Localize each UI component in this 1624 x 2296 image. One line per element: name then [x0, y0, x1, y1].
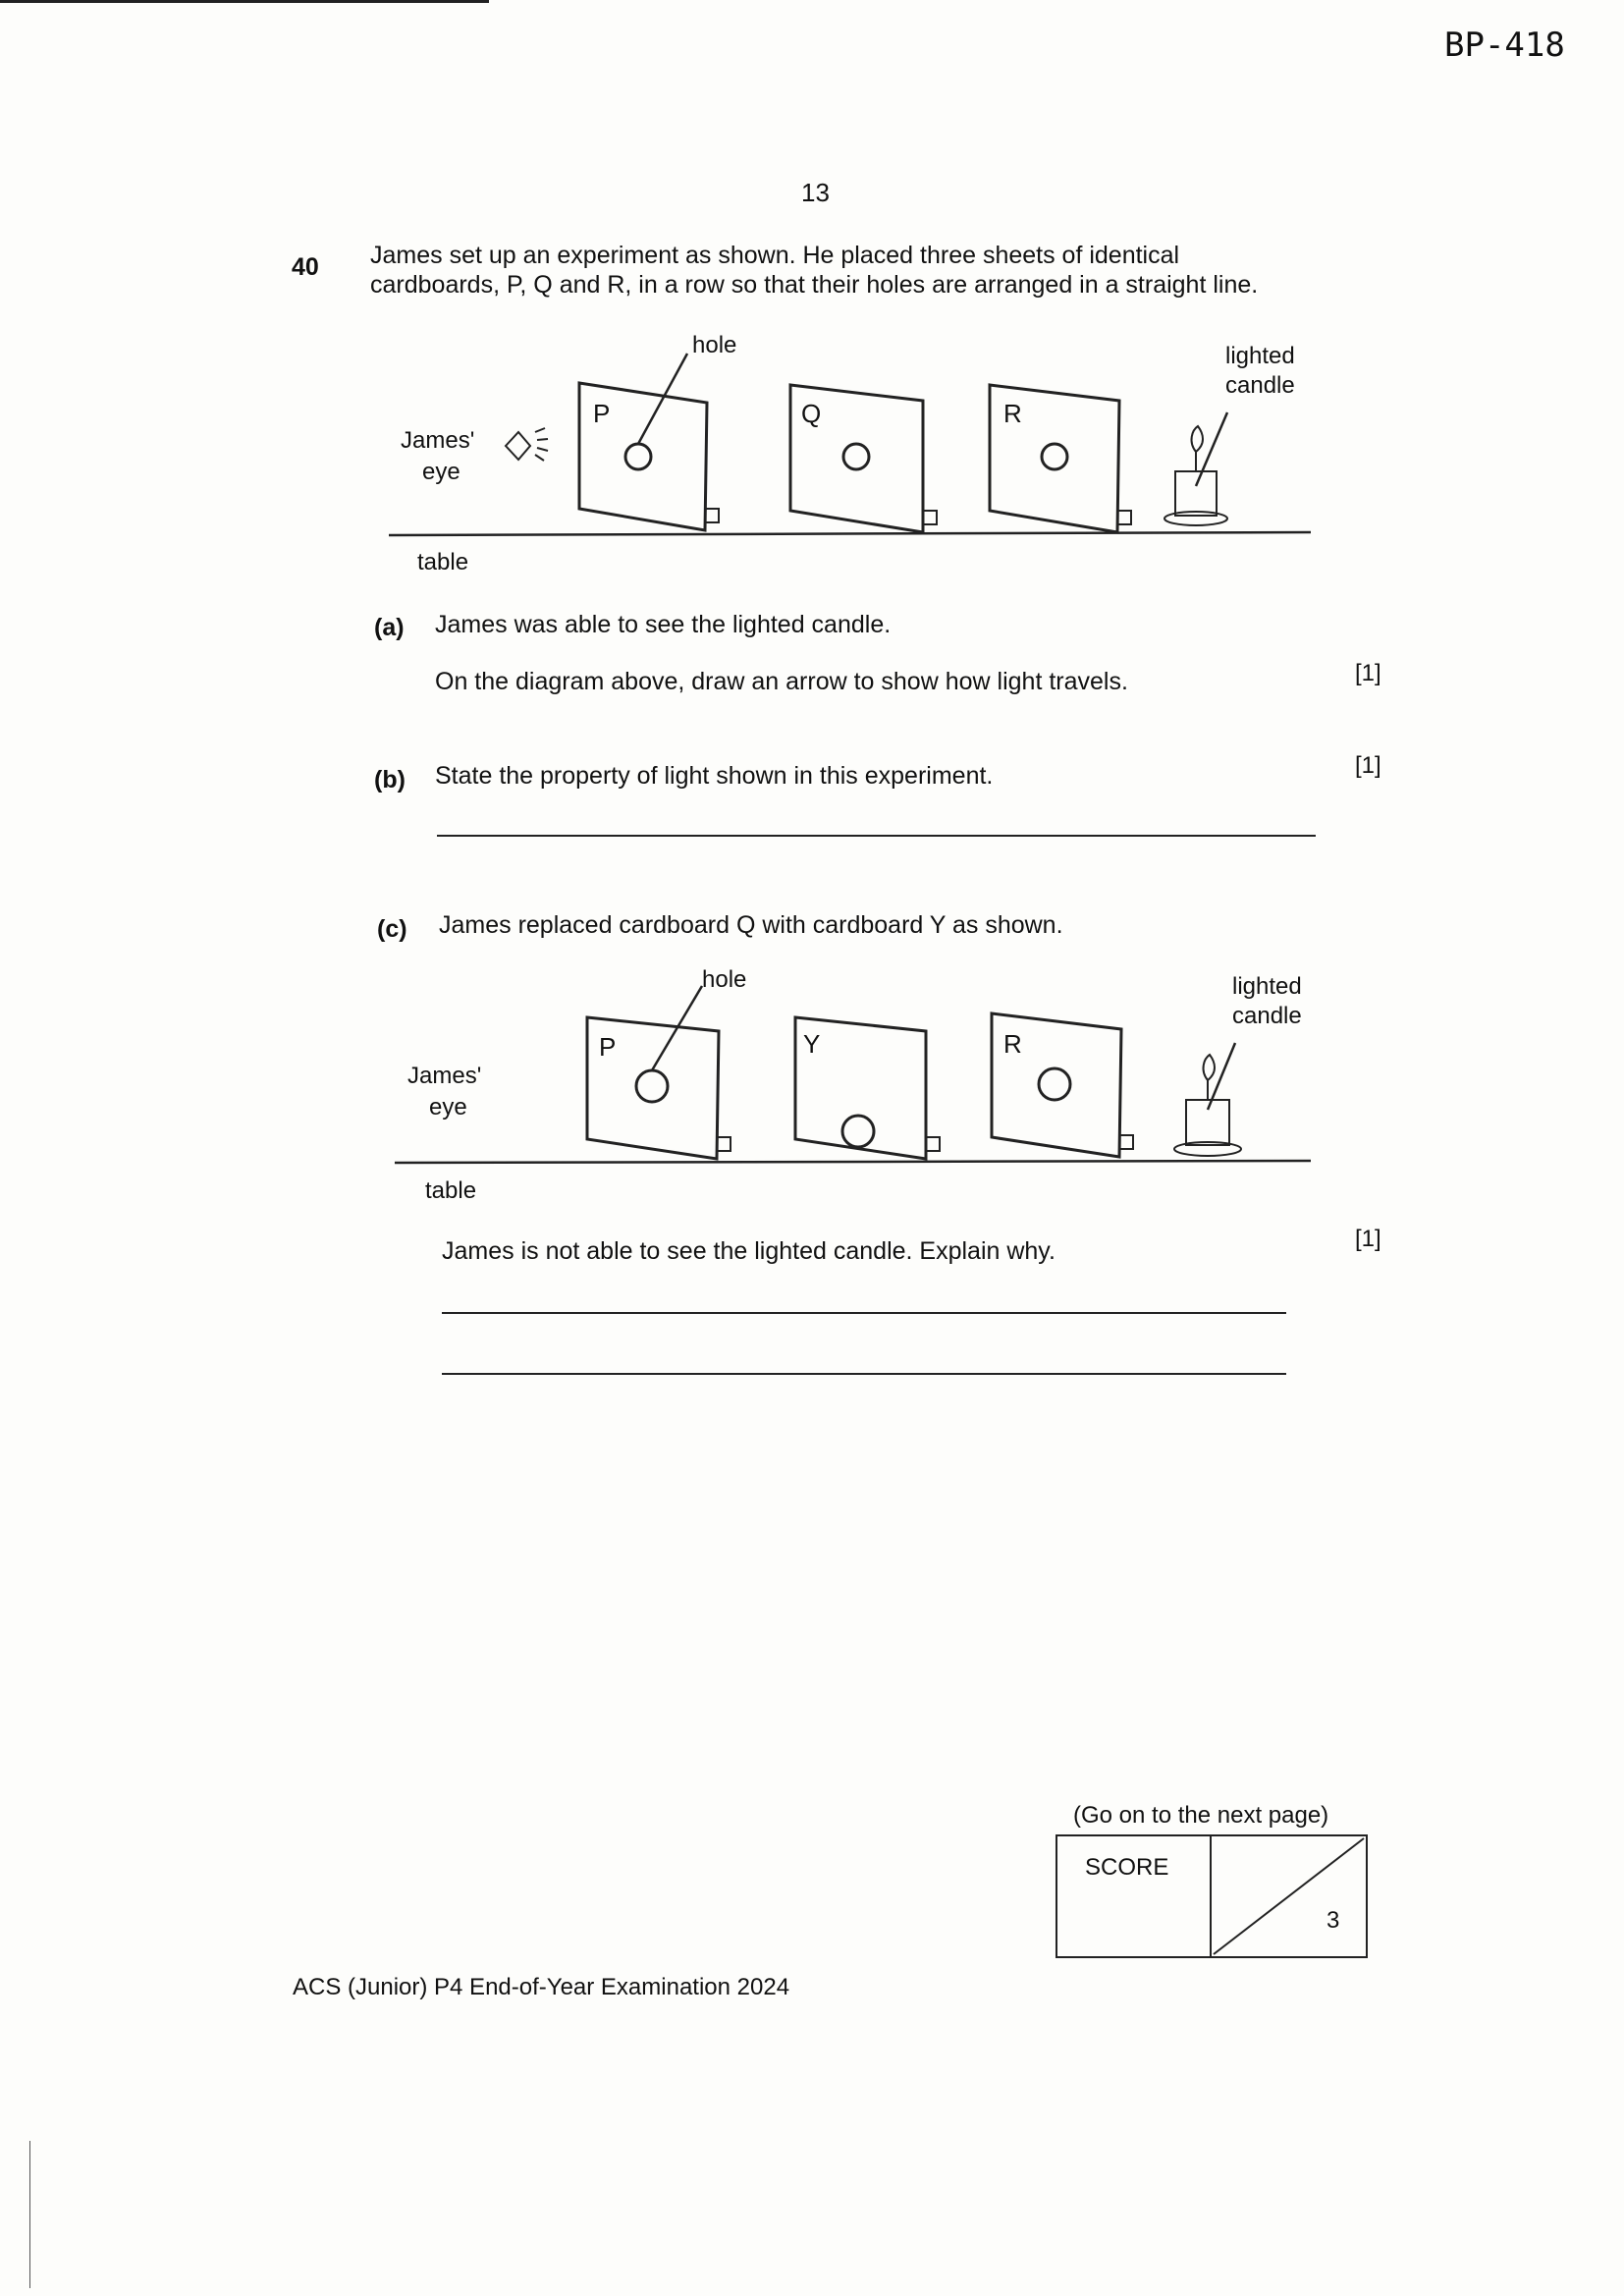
question-number: 40 [292, 253, 319, 281]
candle-label-1: lighted [1225, 343, 1295, 369]
hole-label: hole [692, 332, 737, 358]
eye-label-2b: eye [429, 1094, 467, 1121]
score-label: SCORE [1085, 1854, 1169, 1881]
part-b-label: (b) [374, 766, 406, 793]
part-c-text: James replaced cardboard Q with cardboard Y as shown. [439, 911, 1063, 939]
scan-margin-line [29, 2141, 30, 2288]
part-a-label: (a) [374, 614, 405, 641]
table-line [389, 532, 1311, 535]
part-a-text: James was able to see the lighted candle. [435, 611, 892, 638]
score-max: 3 [1326, 1907, 1340, 1934]
scan-edge-line [0, 0, 489, 3]
table-label-2: table [425, 1177, 477, 1204]
part-b-marks: [1] [1355, 752, 1381, 779]
score-diagonal [1212, 1836, 1366, 1956]
part-b-text: State the property of light shown in this experiment. [435, 762, 994, 790]
candle-icon [1164, 412, 1227, 525]
card-label-y: Y [803, 1029, 821, 1059]
table-line-2 [395, 1161, 1311, 1163]
hole-r-2 [1039, 1068, 1070, 1100]
question-intro-line2: cardboards, P, Q and R, in a row so that their holes are arranged in a straight line. [370, 271, 1259, 299]
hole-y [842, 1116, 874, 1147]
card-label-p: P [593, 399, 611, 428]
part-c-label: (c) [377, 915, 407, 943]
hole-label-2: hole [702, 966, 747, 993]
part-c-marks: [1] [1355, 1226, 1381, 1252]
card-label-r-2: R [1003, 1029, 1022, 1059]
candle-label-2a: lighted [1232, 973, 1302, 1000]
candle-icon-2 [1174, 1043, 1241, 1156]
part-c-question: James is not able to see the lighted candle. Explain why. [442, 1237, 1056, 1265]
part-c-answer-line-1[interactable] [442, 1312, 1286, 1314]
document-code: BP-418 [1444, 26, 1565, 65]
part-a-instruction: On the diagram above, draw an arrow to show how light travels. [435, 668, 1128, 695]
hole-p [625, 444, 651, 469]
candle-label-2: candle [1225, 372, 1295, 399]
eye-label-1: James' [401, 427, 475, 454]
eye-label-2a: James' [407, 1063, 482, 1089]
question-intro-line1: James set up an experiment as shown. He placed three sheets of identical [370, 242, 1180, 269]
go-on-text: (Go on to the next page) [1073, 1802, 1329, 1829]
score-box [1056, 1834, 1368, 1958]
card-label-r: R [1003, 399, 1022, 428]
card-label-p-2: P [599, 1032, 617, 1062]
part-c-answer-line-2[interactable] [442, 1373, 1286, 1375]
candle-label-2b: candle [1232, 1003, 1302, 1029]
exam-title: ACS (Junior) P4 End-of-Year Examination 2024 [293, 1974, 790, 2000]
table-label: table [417, 549, 469, 575]
hole-q [843, 444, 869, 469]
experiment-diagram-2 [373, 962, 1335, 1208]
eye-label-2: eye [422, 459, 460, 485]
part-a-marks: [1] [1355, 660, 1381, 686]
part-b-answer-line[interactable] [437, 835, 1316, 837]
hole-r [1042, 444, 1067, 469]
hole-p-2 [636, 1070, 668, 1102]
experiment-diagram-1 [373, 324, 1335, 579]
eye-icon [506, 428, 548, 461]
card-label-q: Q [801, 399, 822, 428]
page-number: 13 [801, 178, 830, 207]
